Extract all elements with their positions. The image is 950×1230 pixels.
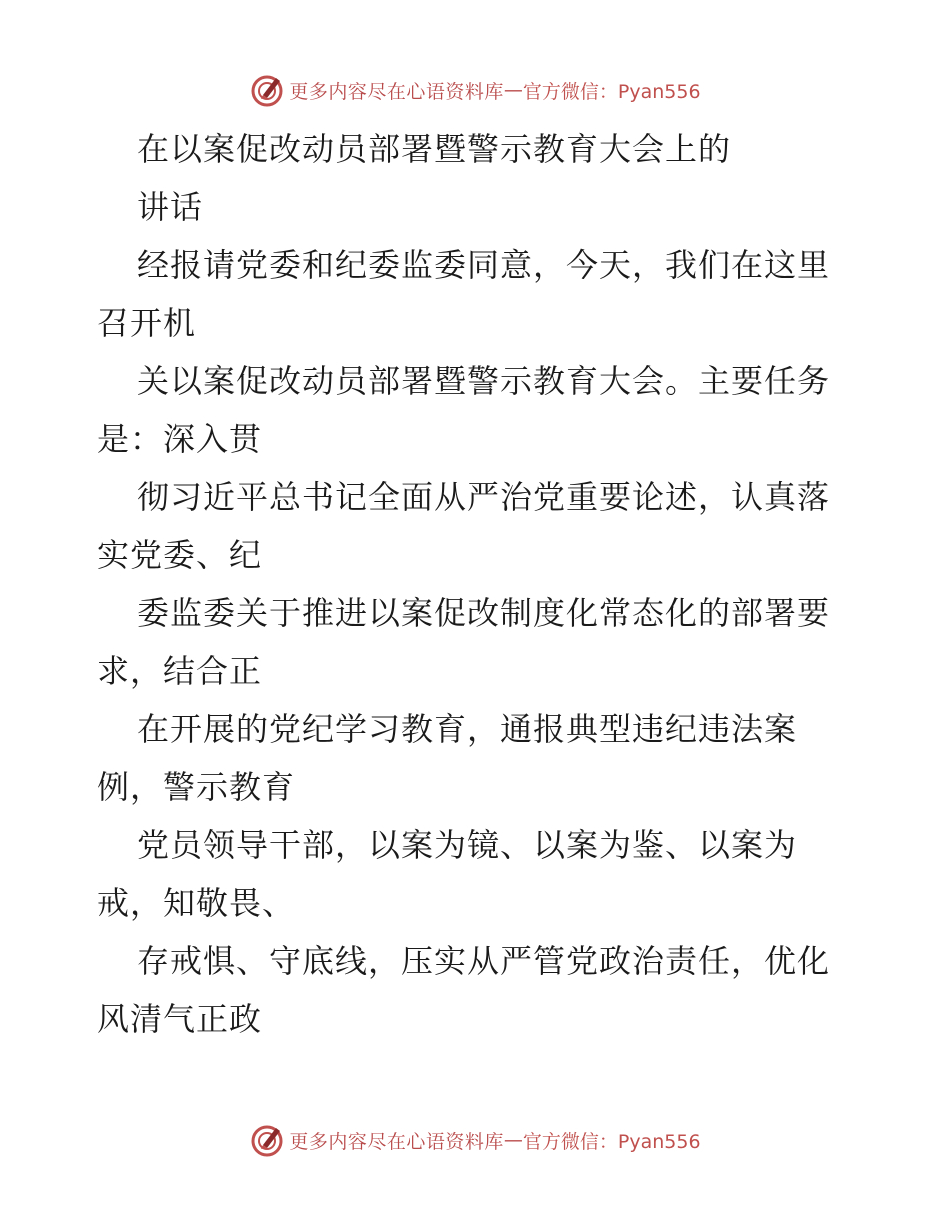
doc-paragraph-line: 例，警示教育 (97, 768, 296, 806)
doc-paragraph-line: 戒，知敬畏、 (97, 884, 296, 922)
doc-paragraph-line: 实党委、纪 (97, 536, 263, 574)
doc-paragraph-line: 党员领导干部，以案为镜、以案为鉴、以案为 (137, 826, 798, 864)
banner-text: 更多内容尽在心语资料库 (289, 1130, 504, 1153)
banner-wechat: 官方微信：Pyan556 (522, 80, 701, 103)
doc-paragraph-line: 在开展的党纪学习教育，通报典型违纪违法案 (137, 710, 798, 748)
doc-paragraph-line: 是：深入贯 (97, 420, 263, 458)
doc-paragraph-line: 风清气正政 (97, 1000, 263, 1038)
banner-separator: — (503, 1129, 523, 1151)
doc-paragraph-line: 委监委关于推进以案促改制度化常态化的部署要 (137, 594, 831, 632)
footer-banner (0, 1120, 950, 1160)
brand-logo-icon (249, 1122, 285, 1158)
doc-title-line-2: 讲话 (137, 188, 204, 226)
doc-paragraph-line: 经报请党委和纪委监委同意，今天，我们在这里 (137, 246, 831, 284)
document-body (97, 120, 857, 1048)
doc-title-line-1: 在以案促改动员部署暨警示教育大会上的 (137, 130, 732, 168)
header-banner (0, 70, 950, 110)
doc-paragraph-line: 求，结合正 (97, 652, 263, 690)
doc-paragraph-line: 彻习近平总书记全面从严治党重要论述，认真落 (137, 478, 831, 516)
doc-paragraph-line: 存戒惧、守底线，压实从严管党政治责任，优化 (137, 942, 831, 980)
brand-logo-icon (249, 72, 285, 108)
doc-paragraph-line: 召开机 (97, 304, 197, 342)
banner-separator: — (503, 79, 523, 101)
doc-paragraph-line: 关以案促改动员部署暨警示教育大会。主要任务 (137, 362, 831, 400)
banner-wechat: 官方微信：Pyan556 (522, 1130, 701, 1153)
banner-text: 更多内容尽在心语资料库 (289, 80, 504, 103)
